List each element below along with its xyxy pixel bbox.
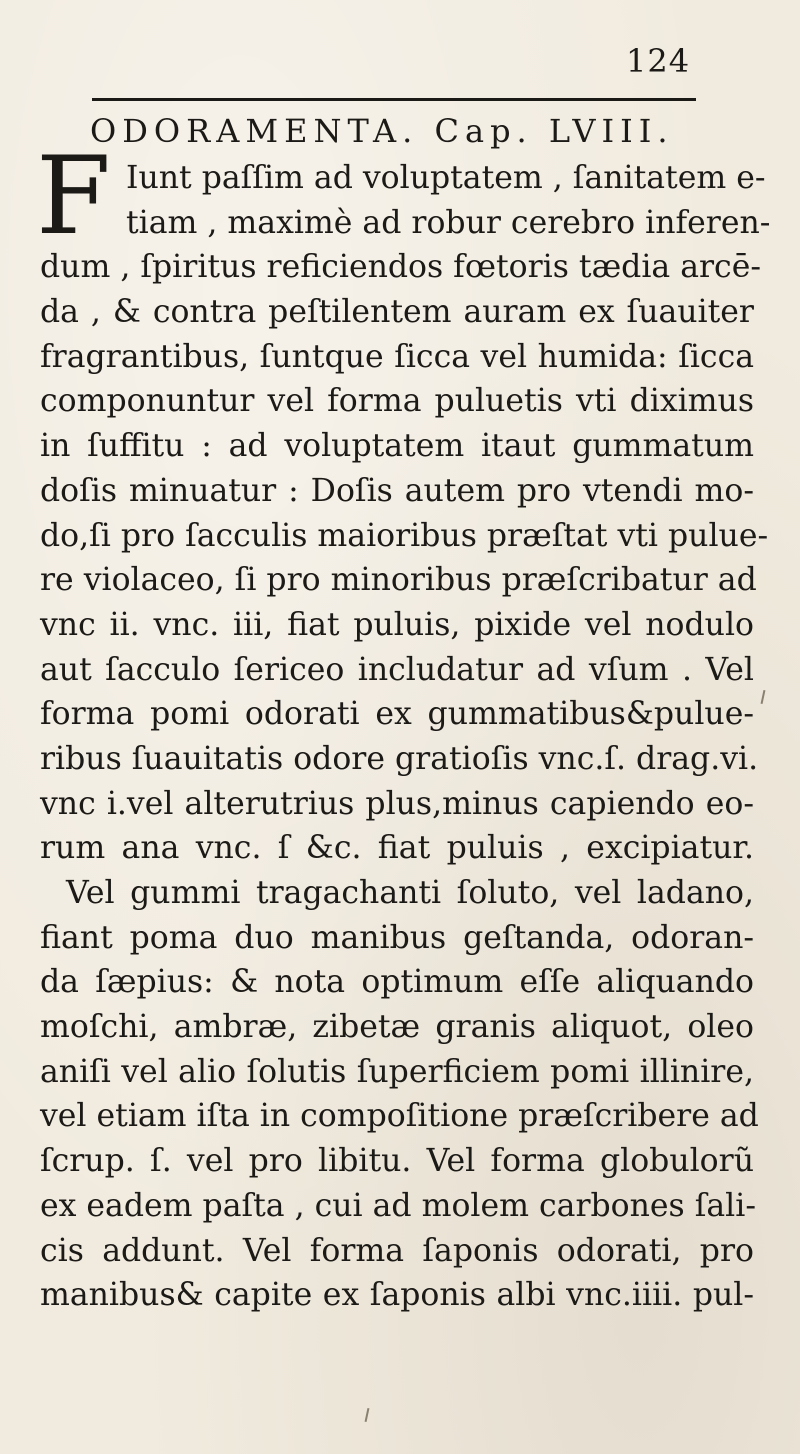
paper-speck — [365, 1408, 370, 1422]
text-line: tiam , maximè ad robur cerebro inferen- — [126, 204, 771, 241]
text-line: da ſæpius: & nota optimum eſſe aliquando — [40, 964, 754, 1001]
text-line: dum , ſpiritus reficiendos fœtoris tædia arcē- — [40, 249, 761, 286]
chapter-heading: ODORAMENTA. Cap. LVIII. — [90, 112, 674, 150]
text-line: aniſi vel alio ſolutis ſuperficiem pomi illinire, — [40, 1053, 754, 1090]
page-number: 124 — [626, 42, 691, 80]
text-line: Vel gummi tragachanti ſoluto, vel ladano, — [66, 875, 754, 911]
text-line: vnc ii. vnc. iii, fiat puluis, pixide vel nodulo — [40, 606, 754, 643]
text-line: vnc i.vel alterutrius plus,minus capiendo eo- — [40, 785, 754, 822]
text-line: Iunt paſſim ad voluptatem , ſanitatem e- — [126, 160, 766, 196]
text-line: vel etiam iſta in compoſitione præſcribere ad — [40, 1098, 759, 1135]
text-line: cis addunt. Vel forma ſaponis odorati, pro — [40, 1232, 754, 1269]
text-line: moſchi, ambræ, zibetæ granis aliquot, oleo — [40, 1009, 754, 1046]
text-line: in ſuffitu : ad voluptatem itaut gummatum — [40, 428, 754, 465]
text-line: aut ſacculo ſericeo includatur ad vſum . Vel — [40, 651, 754, 688]
text-line: da , & contra peſtilentem auram ex ſuauiter — [40, 294, 754, 331]
text-line: manibus& capite ex ſaponis albi vnc.iiii. pul- — [40, 1277, 754, 1314]
paper-speck — [761, 690, 766, 704]
text-line: ribus ſuauitatis odore gratioſis vnc.ſ. drag.vi. — [40, 740, 759, 777]
drop-cap-letter: F — [36, 134, 111, 259]
text-line: do,ſi pro ſacculis maioribus præſtat vti pulue- — [40, 517, 769, 554]
text-line: ex eadem paſta , cui ad molem carbones ſali- — [40, 1187, 756, 1224]
text-line: fiant poma duo manibus geſtanda, odoran- — [40, 919, 754, 956]
text-line: re violaceo, ſi pro minoribus præſcribatur ad — [40, 562, 757, 599]
text-line: rum ana vnc. ſ &c. fiat puluis , excipiatur. — [40, 830, 754, 867]
header-rule — [92, 98, 696, 101]
text-line: fragrantibus, ſuntque ſicca vel humida: ſicca — [40, 338, 754, 375]
text-line: componuntur vel forma puluetis vti diximus — [40, 383, 754, 420]
body-text — [40, 156, 771, 1318]
text-line: doſis minuatur : Doſis autem pro vtendi mo- — [40, 472, 754, 509]
text-line: forma pomi odorati ex gummatibus&pulue- — [40, 696, 754, 733]
text-line: ſcrup. ſ. vel pro libitu. Vel forma globulorũ — [40, 1143, 754, 1180]
